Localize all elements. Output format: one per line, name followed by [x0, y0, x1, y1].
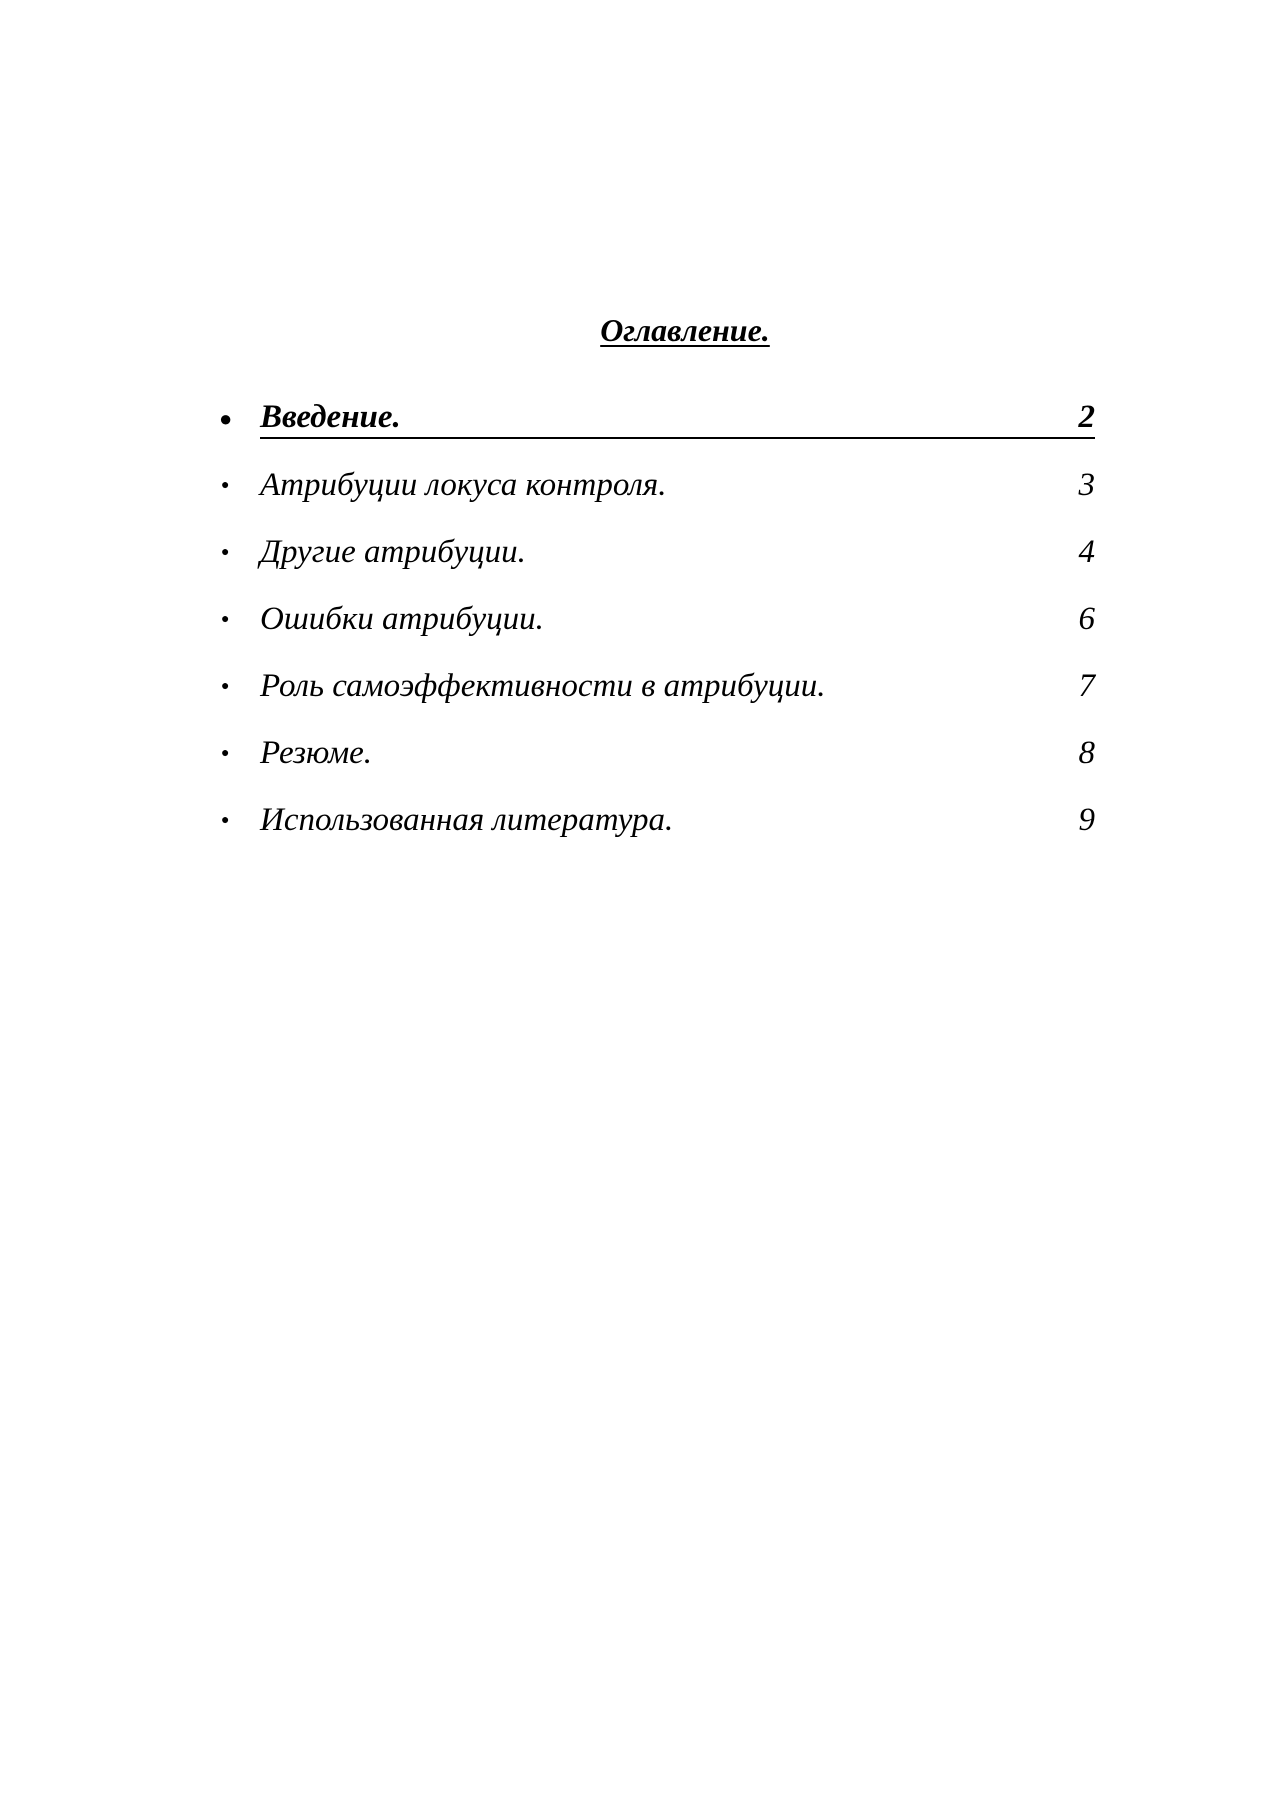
toc-item-page: 3: [1078, 467, 1095, 503]
bullet-icon: ●: [221, 544, 230, 560]
bullet-icon: ●: [221, 477, 230, 493]
bullet-icon: ●: [221, 611, 230, 627]
toc-item-page: 8: [1078, 735, 1095, 771]
bullet-icon: ●: [221, 678, 230, 694]
toc-item: [215, 519, 1095, 586]
toc-item: [215, 586, 1095, 653]
toc-title: [0, 310, 1280, 350]
toc-item-label: Введение.: [260, 398, 401, 435]
toc-item: [215, 452, 1095, 519]
toc-entry: [260, 399, 1095, 439]
toc-entry: [260, 467, 1095, 504]
bullet-icon: ●: [221, 745, 230, 761]
toc-item-page: 4: [1078, 534, 1095, 570]
toc-item: [215, 720, 1095, 787]
toc-item-label: Резюме.: [260, 735, 373, 771]
toc-entry: [260, 534, 1095, 571]
toc-item: [215, 787, 1095, 854]
toc-entry: [260, 668, 1095, 705]
toc-item-page: 6: [1078, 601, 1095, 637]
toc-entry: [260, 802, 1095, 839]
toc-item-page: 2: [1078, 398, 1095, 435]
toc-item: [215, 385, 1095, 452]
toc-entry: [260, 601, 1095, 638]
toc-entry: [260, 735, 1095, 772]
toc-item-page: 9: [1078, 802, 1095, 838]
toc-list: [215, 385, 1095, 854]
toc-item-label: Другие атрибуции.: [260, 534, 526, 570]
bullet-icon: ●: [219, 405, 233, 431]
toc-item-label: Использованная литература.: [260, 802, 674, 838]
bullet-icon: ●: [221, 812, 230, 828]
toc-item: [215, 653, 1095, 720]
toc-item-label: Ошибки атрибуции.: [260, 601, 544, 637]
toc-item-label: Атрибуции локуса контроля.: [260, 467, 667, 503]
toc-item-label: Роль самоэффективности в атрибуции.: [260, 668, 826, 704]
toc-item-page: 7: [1078, 668, 1095, 704]
toc-title-text: Оглавление.: [600, 312, 770, 348]
